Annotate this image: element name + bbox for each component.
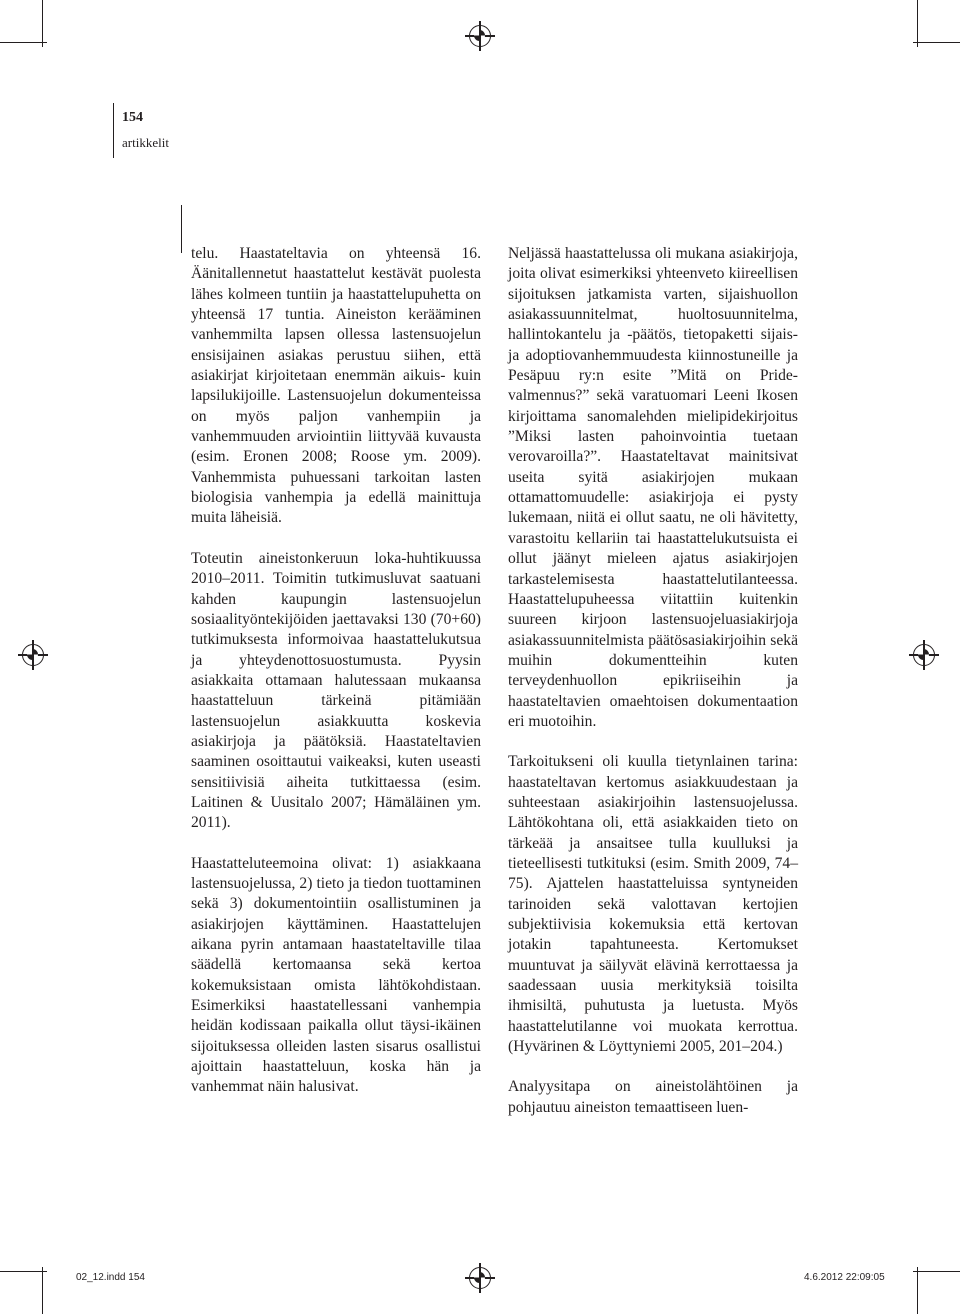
header-rule [113,103,114,158]
crop-mark [42,0,43,47]
paragraph: Haastatteluteemoina olivat: 1) asiakkaana lastensuojelussa, 2) tieto ja tiedon tuottaminen sekä 3) dokumentointiin osallistuminen ja asiakirjojen käyttäminen. Haastattelujen aikana pyrin antamaan haastateltaville tilaa säädellä kertomaansa sekä kertoa kokemuksistaan omista lähtökohdistaan. Esimerkiksi haastatellessani vanhempia heidän kodissaan paikalla ollut täysi-ikäinen sijoituksessa olleiden lasten sisarus osallistui ajoittain haastatteluun, koska hän ja vanhemmat näin halusivat. [191,854,481,1096]
paragraph: Tarkoitukseni oli kuulla tietynlainen tarina: haastateltavan kertomus asiakkuudestaan ja suhteestaan asiakirjoihin lastensuojelussa. Lähtökohtana oli, että asiakkaiden tieto on tärkeää ja ansaitsee tulla kuulluksi ja tieteellisesti tutkituksi (esim. Smith 2009, 74–75). Ajattelen haastatteluissa syntyneiden tarinoiden sekä valottavan kertojien subjektiivisia kokemuksia että kertovan jotakin tapahtuneesta. Kertomukset muuntuvat ja säilyvät elävinä kerrottaessa ja saadessaan uusia merkityksiä toisilta ihmisiltä, puhutusta ja luetusta. Myös haastattelutilanne voi muokata kerrottua. (Hyvärinen & Löyttyniemi 2005, 201–204.) [508,753,798,1056]
slug-filename: 02_12.indd 154 [76,1272,145,1283]
registration-mark-icon [22,644,44,666]
paragraph: Analyysitapa on aineistolähtöinen ja pohjautuu aineiston temaattiseen luen- [508,1078,798,1116]
crop-mark [913,1271,960,1272]
crop-mark [0,42,47,43]
registration-mark-icon [913,644,935,666]
section-label: artikkelit [122,135,169,150]
paragraph: Toteutin aineistonkeruun loka-huhtikuussa 2010–2011. Toimitin tutkimusluvat saatuani kahden kaupungin lastensuojelun sosiaalityöntekijöiden jaettavaksi 130 (70+60) tutkimuksesta informoivaa haastattelukutsua ja yhteydenottosuostumusta. Pyysin asiakkaita ottamaan halutessaan mukaansa haastatteluun tärkeinä pitämiään lastensuojelun asiakkuutta koskevia asiakirjoja ja päätöksiä. Haastateltavien saaminen osoittautui vaikeaksi, kuten useasti sensitiivisiä aiheita tutkittaessa (esim. Laitinen & Uusitalo 2007; Hämäläinen ym. 2011). [191,549,481,832]
registration-mark-icon [469,1267,491,1289]
registration-mark-icon [469,25,491,47]
margin-rule [181,205,182,253]
page-number: 154 [122,110,143,125]
crop-mark [0,1271,47,1272]
crop-mark [917,1267,918,1314]
crop-mark [913,42,960,43]
text-column-right [508,244,798,1118]
text-column-left [191,244,481,1098]
slug-datetime: 4.6.2012 22:09:05 [804,1272,885,1283]
crop-mark [917,0,918,47]
paragraph: telu. Haastateltavia on yhteensä 16. Äänitallennetut haastattelut kestävät puolesta lähes kolmeen tuntiin ja haastattelupuhetta on yhteensä 17 tuntia. Aineiston kerääminen vanhemmilta lapsen ollessa lastensuojelun ensisijainen asiakas perustuu siihen, että asiakirjat kirjoitetaan enemmän aikuis- kuin lapsilukijoille. Lastensuojelun dokumenteissa on myös paljon vanhempiin ja vanhemmuuden arviointiin liittyvää kuvausta (esim. Eronen 2008; Roose ym. 2009). Vanhemmista puhuessani tarkoitan lasten biologisia vanhempia ja edellä mainittuja muita läheisiä. [191,245,481,527]
paragraph: Neljässä haastattelussa oli mukana asiakirjoja, joita olivat esimerkiksi yhteenveto kiireellisen sijoituksen jatkamista varten, sijaishuollon asiakassuunnitelmat, huoltosuunnitelma, hallintokantelu ja -päätös, tietopaketti sijais- ja adoptiovanhemmuudesta kiinnostuneille ja Pesäpuu ry:n esite ”Mitä on Pride-valmennus?” sekä varatuomari Leeni Ikosen kirjoittama sanomalehden mielipidekirjoitus ”Miksi lasten pahoinvointia tuetaan verovaroilla?”. Haastateltavat mainitsivat useita syitä asiakirjojen mukaan ottamattomuudelle: asiakirjoja ei pysty lukemaan, niitä ei ollut saatu, ne oli hävitetty, varastoitu kellariin tai haastattelukutsuista ei ollut jäänyt mieleen ajatus asiakirjojen tarkastelemisesta haastattelutilanteessa. Haastattelupuheessa viitattiin kuitenkin suureen kirjoon lastensuojeluasiakirjoja asiakassuunnitelmista päätösasiakirjoihin sekä muihin dokumentteihin kuten terveydenhuollon epikriiseihin ja haastateltavien omaehtoisen dokumentaation eri muotoihin. [508,245,798,730]
crop-mark [42,1267,43,1314]
